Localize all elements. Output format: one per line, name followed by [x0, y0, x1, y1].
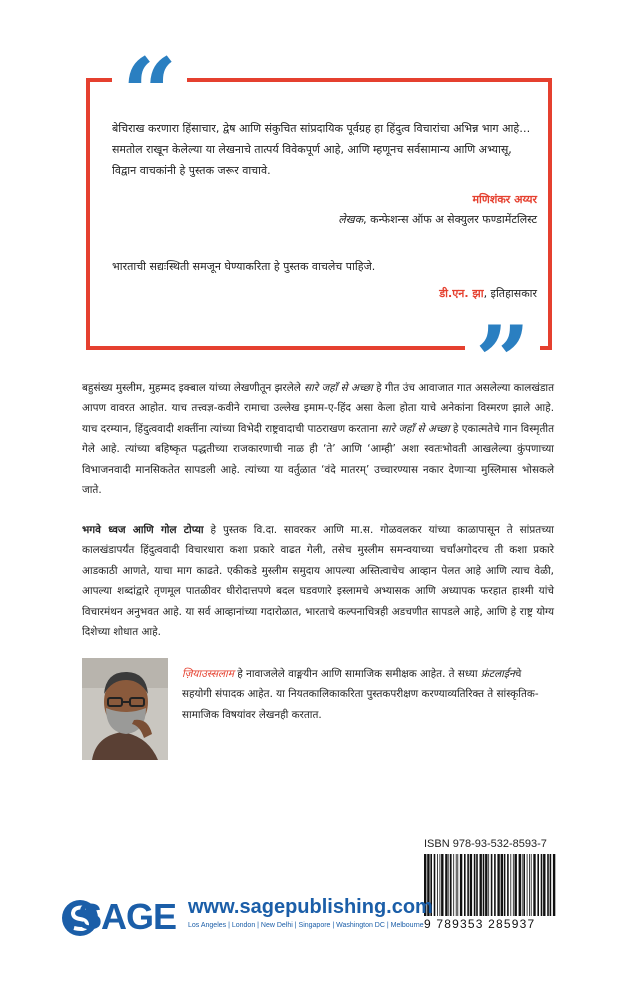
- barcode: [422, 854, 556, 916]
- barcode-bar: [445, 854, 447, 916]
- barcode-bar: [519, 854, 521, 916]
- barcode-bar: [507, 854, 509, 916]
- isbn-label: ISBN 978-93-532-8593-7: [424, 838, 547, 850]
- barcode-bar: [553, 854, 555, 916]
- blurb-paragraph-2: भगवे ध्वज आणि गोल टोप्या हे पुस्तक वि.दा. सावरकर आणि मा.स. गोळवलकर यांच्या काळापासून ते सांप्रतच्या कालखंडापर्यंत हिंदुत्ववादी विचारधारा कशा प्रकारे वाढत गेली, तसेच मुस्लीम समन्वयाच्या चर्चांअगोदरच ती कशा प्रकारे आडकाठी आणते, याचा माग काढते. एकीकडे मुस्लीम समुदाय आपल्या अस्तित्वाचेच आव्हान पेलत आहे आणि त्याच वेळी, आपल्या शब्दांद्वारे तृणमूल पातळीवर धीरोदात्तपणे बदल घडवणारे इस्लामचे अभ्यासक आणि अध्यापक फरहात हाश्मी यांचे विचारमंथन अनुभवत आहे. या सर्व आव्हानांच्या गदारोळात, भारताचे कल्पनाचित्रही अडचणीत सापडले आहे, आणि हे राष्ट्र योग्य दिशेच्या शोधात आहे.: [82, 524, 554, 639]
- barcode-bar: [543, 854, 545, 916]
- barcode-bar: [527, 854, 528, 916]
- endorser-1-name: मणिशंकर अय्यर: [472, 193, 537, 206]
- barcode-bar: [470, 854, 472, 916]
- barcode-bar: [437, 854, 438, 916]
- barcode-bar: [547, 854, 549, 916]
- barcode-bar: [476, 854, 478, 916]
- barcode-bar: [457, 854, 458, 916]
- barcode-bar: [434, 854, 436, 916]
- barcode-bar: [522, 854, 523, 916]
- barcode-bar: [485, 854, 487, 916]
- barcode-bar: [483, 854, 485, 916]
- barcode-number: 9 789353 285937: [424, 917, 536, 931]
- barcode-bar: [513, 854, 514, 916]
- barcode-bar: [537, 854, 539, 916]
- barcode-bar: [450, 854, 452, 916]
- endorser-1-role: लेखक, कन्फेशन्स ऑफ अ सेक्युलर फण्डामेंटलिस्ट: [338, 213, 537, 226]
- author-photo: [82, 658, 168, 760]
- barcode-bar: [501, 854, 503, 916]
- barcode-bar: [441, 854, 443, 916]
- close-quote-mark: [465, 318, 540, 374]
- publisher-url[interactable]: www.sagepublishing.com: [188, 896, 433, 918]
- barcode-bar: [541, 854, 543, 916]
- blurb-paragraph-1: बहुसंख्य मुस्लीम, मुहम्मद इक्बाल यांच्या लेखणीतून झरलेले सारे जहाँ से अच्छा हे गीत उंच आवाजात गात असलेल्या कालखंडात आपण वावरत आहोत. याच तत्त्वज्ञ-कवीने रामाचा उल्लेख इमाम-ए-हिंद असा केला होता याचे अनेकांना विस्मरण झाले आहे. याच दरम्यान, हिंदुत्ववादी शक्तींना त्यांच्या विभेदी राष्ट्रवादाची पाठराखण करताना सारे जहाँ से अच्छा हे एकात्मतेचे गान विस्मृतीत गेले आहे. त्यांच्या बहिष्कृत पद्धतीच्या राजकारणाची नाळ ही ‘ते’ आणि ‘आम्ही’ अशा स्वतःभोवती आखलेल्या कुंपणाच्या विभाजनवादी मानसिकतेत सापडली आहे. त्यांच्या या वर्तुळात ‘वंदे मातरम्’ उच्चारण्यास नकार देणाऱ्या मुस्लिमास भोसकले जाते.: [82, 382, 554, 497]
- barcode-bar: [523, 854, 525, 916]
- endorsement-quote-2: भारताची सद्यःस्थिती समजून घेण्याकरिता हे पुस्तक वाचलेच पाहिजे.: [112, 260, 376, 273]
- barcode-bar: [515, 854, 517, 916]
- barcode-bar: [533, 854, 535, 916]
- barcode-bar: [467, 854, 469, 916]
- author-bio: ज़ियाउस्सलाम हे नावाजलेले वाङ्मयीन आणि सामाजिक समीक्षक आहेत. ते सध्या फ्रंटलाईनचे सहयोगी संपादक आहेत. या नियतकालिकाकरिता पुस्तकपरीक्षण करण्याव्यतिरिक्त ते सांस्कृतिक-सामाजिक विषयांवर लेखनही करतात.: [182, 668, 539, 721]
- barcode-bar: [494, 854, 496, 916]
- barcode-bar: [531, 854, 532, 916]
- barcode-bar: [480, 854, 482, 916]
- barcode-bar: [460, 854, 462, 916]
- barcode-bar: [491, 854, 493, 916]
- endorsement-quote-1: बेचिराख करणारा हिंसाचार, द्वेष आणि संकुचित सांप्रदायिक पूर्वग्रह हा हिंदुत्व विचारांचा अभिन्न भाग आहे… समतोल राखून केलेल्या या लेखनाचे तात्पर्य विवेकपूर्ण आहे, आणि म्हणूनच सर्वसामान्य आणि अभ्यासू, विद्वान वाचकांनी हे पुस्तक जरूर वाचावे.: [112, 122, 531, 177]
- barcode-bar: [529, 854, 530, 916]
- barcode-bar: [488, 854, 489, 916]
- barcode-bar: [464, 854, 466, 916]
- endorser-2: डी.एन. झा, इतिहासकार: [439, 287, 537, 300]
- barcode-bar: [456, 854, 457, 916]
- barcode-bar: [504, 854, 506, 916]
- publisher-cities: Los Angeles | London | New Delhi | Singapore | Washington DC | Melbourne: [188, 922, 424, 929]
- sage-logo-text: SAGE: [78, 896, 177, 937]
- barcode-bar: [448, 854, 449, 916]
- barcode-bar: [550, 854, 552, 916]
- barcode-bar: [497, 854, 499, 916]
- barcode-bar: [510, 854, 511, 916]
- open-quote-mark: “: [112, 50, 187, 110]
- barcode-bar: [440, 854, 441, 916]
- barcode-bar: [474, 854, 476, 916]
- barcode-bar: [453, 854, 454, 916]
